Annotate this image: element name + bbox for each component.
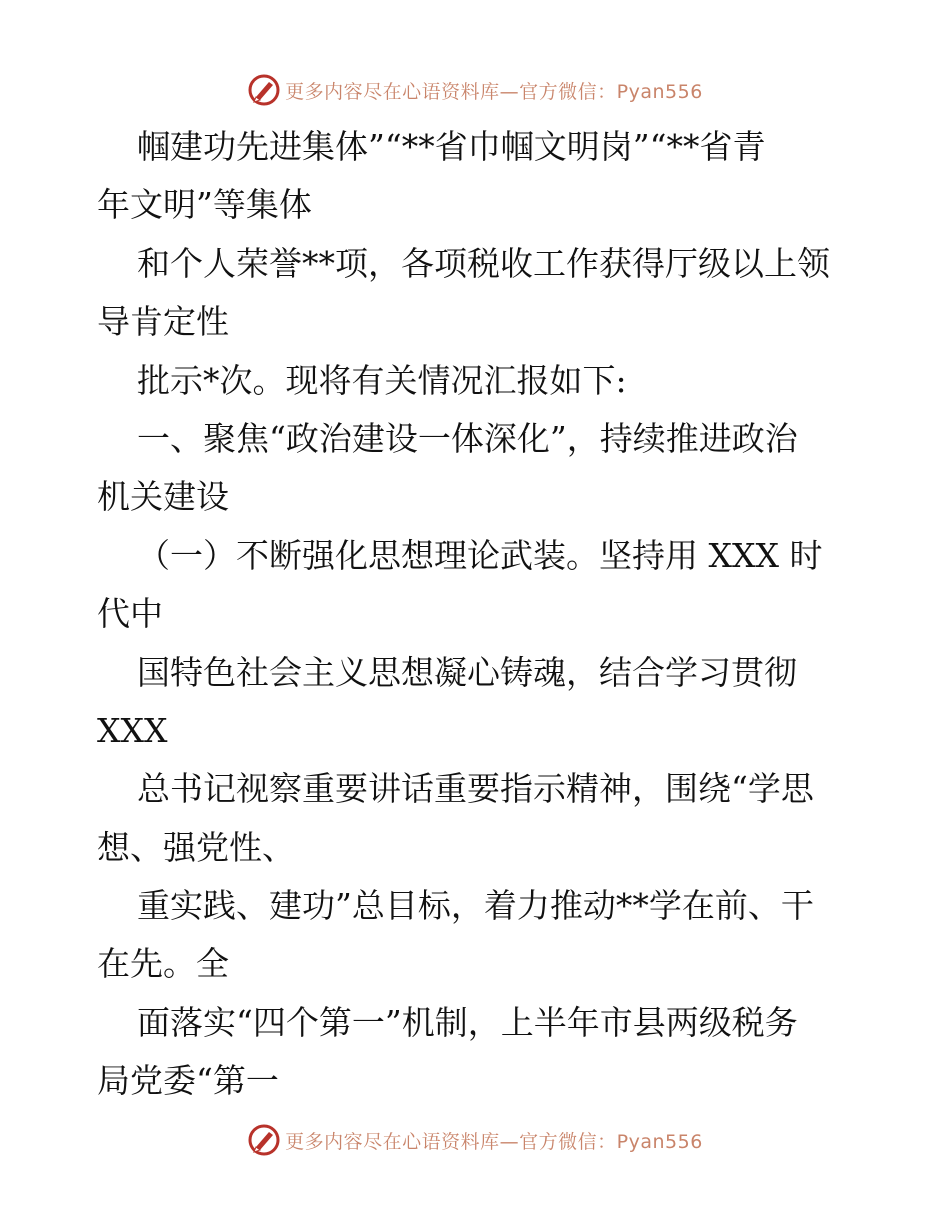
text-line: 和个人荣誉**项，各项税收工作获得厅级以上领 bbox=[137, 243, 830, 283]
text-line: 批示*次。现将有关情况汇报如下: bbox=[137, 360, 627, 400]
text-line: 导肯定性 bbox=[97, 302, 229, 342]
text-line: 机关建设 bbox=[97, 477, 229, 517]
text-line: 在先。全 bbox=[97, 944, 229, 984]
watermark-text: 更多内容尽在心语资料库—官方微信：Pyan556 bbox=[285, 1130, 703, 1153]
pen-in-circle-icon bbox=[247, 73, 281, 107]
pen-in-circle-icon bbox=[247, 1123, 281, 1157]
text-line: 代中 bbox=[97, 594, 163, 634]
text-line: 重实践、建功”总目标，着力推动**学在前、干 bbox=[137, 886, 814, 926]
text-line: 总书记视察重要讲话重要指示精神，围绕“学思 bbox=[137, 769, 814, 809]
text-line: 年文明”等集体 bbox=[97, 185, 312, 225]
text-line: 一、聚焦“政治建设一体深化”，持续推进政治 bbox=[137, 418, 798, 458]
text-line: XXX bbox=[97, 710, 168, 750]
text-line: 局党委“第一 bbox=[97, 1061, 279, 1101]
text-line: （一）不断强化思想理论武装。坚持用 XXX 时 bbox=[137, 535, 823, 575]
document-body bbox=[97, 118, 857, 1111]
footer-watermark-banner bbox=[0, 1120, 950, 1160]
header-watermark-banner bbox=[0, 70, 950, 110]
text-line: 面落实“四个第一”机制，上半年市县两级税务 bbox=[137, 1002, 798, 1042]
text-line: 想、强党性、 bbox=[97, 827, 295, 867]
watermark-text: 更多内容尽在心语资料库—官方微信：Pyan556 bbox=[285, 80, 703, 103]
text-line: 帼建功先进集体”“**省巾帼文明岗”“**省青 bbox=[137, 127, 766, 166]
text-line: 国特色社会主义思想凝心铸魂，结合学习贯彻 bbox=[137, 652, 797, 692]
